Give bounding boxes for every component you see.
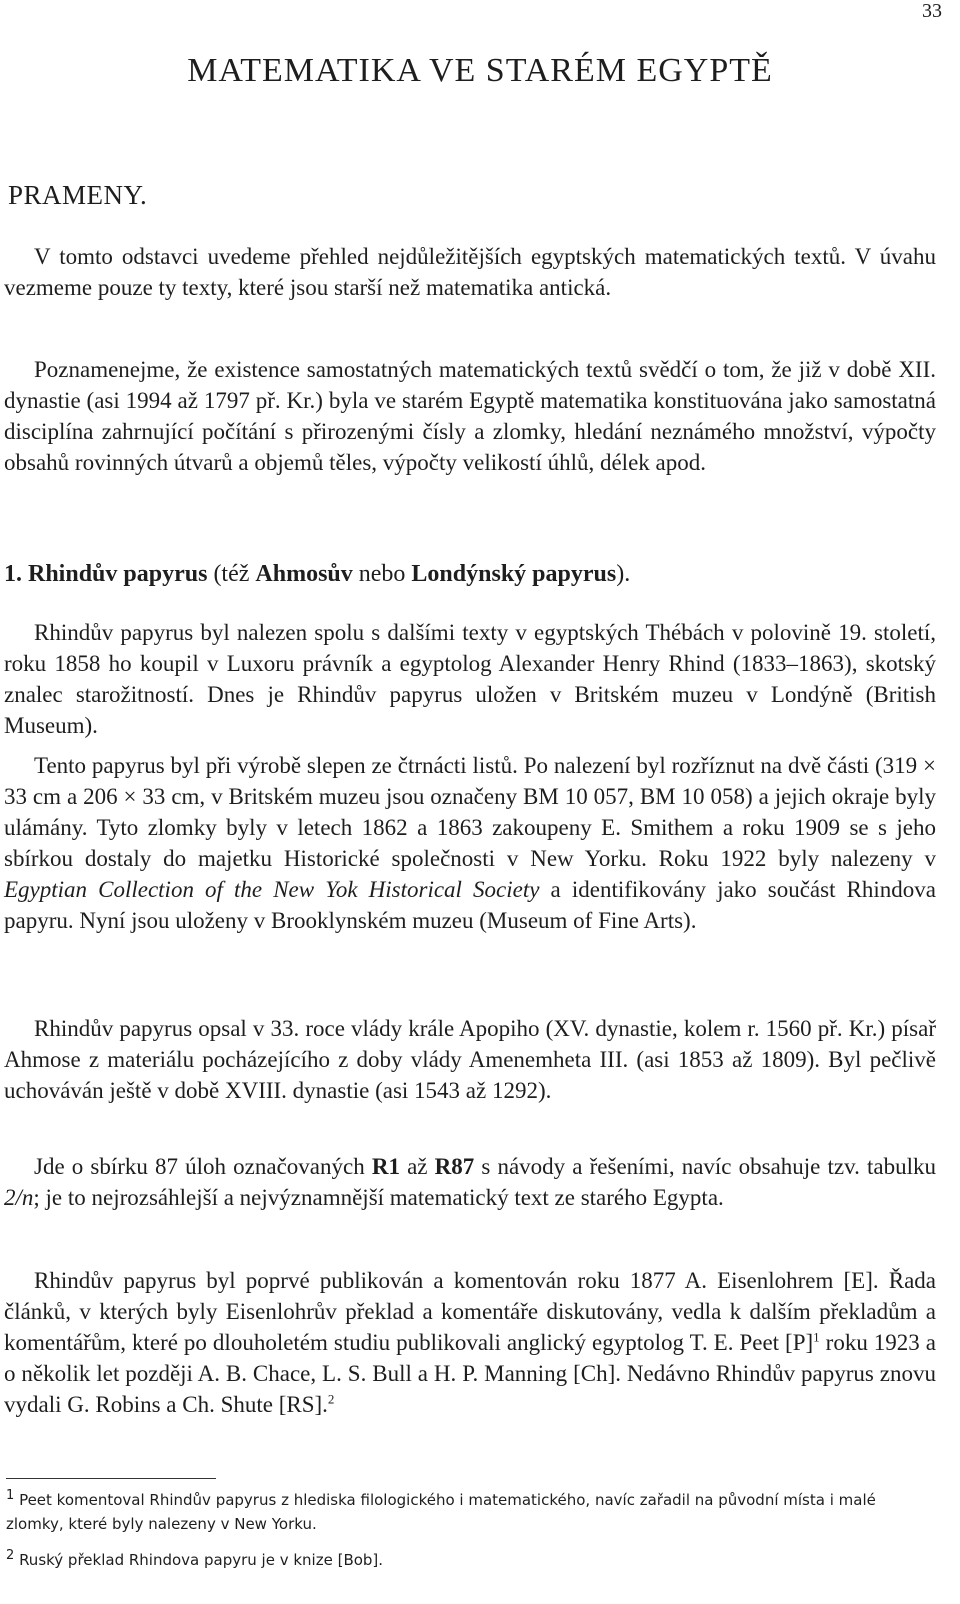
paragraph-fragments-text-2: a identifikovány jako součást Rhindova papyru. Nyní jsou uloženy v Brooklynském muzeu (Museum of Fine Arts).: [4, 877, 937, 933]
paragraph-publications: [4, 1265, 936, 1420]
footnote-ref-2[interactable]: 2: [327, 1391, 335, 1407]
footnote-divider: [6, 1478, 216, 1479]
chapter-title: MATEMATIKA VE STARÉM EGYPTĚ: [187, 52, 773, 89]
section-heading: PRAMENY.: [8, 180, 148, 210]
footnote-ref-1[interactable]: 1: [813, 1329, 820, 1345]
subsection-heading: [4, 561, 630, 588]
paragraph-discovery: Rhindův papyrus byl nalezen spolu s dalšími texty v egyptských Thébách v polovině 19. století, roku 1858 ho koupil v Luxoru právník a egyptolog Alexander Henry Rhind (1833–1863), skotský znalec starožitností. Dnes je Rhindův papyrus uložen v Britském muzeu v Londýně (British Museum).: [4, 620, 936, 738]
intro-paragraph-1: V tomto odstavci uvedeme přehled nejdůležitějších egyptských matematických textů. V úvahu vezmeme pouze ty texty, které jsou starší než matematika antická.: [4, 244, 936, 300]
paragraph-fragments-text-1: Tento papyrus byl při výrobě slepen ze čtrnácti listů. Po nalezení byl rozříznut na dvě části (319 × 33 cm a 206 × 33 cm, v Britském muzeu jsou označeny BM 10 057, BM 10 058) a jejich okraje byly ulámány. Tyto zlomky byly v letech 1862 a 1863 zakoupeny E. Smithem a roku 1909 se s jeho sbírkou dostaly do majetku Historické společnosti v New Yorku. Roku 1922 byly nalezeny v: [4, 753, 936, 871]
problem-last: R87: [434, 1154, 475, 1179]
table-name: 2/n: [4, 1185, 34, 1210]
footnote-2: [6, 1548, 936, 1572]
problems-text-4: ; je to nejrozsáhlejší a nejvýznamnější matematický text ze starého Egypta.: [33, 1185, 724, 1210]
subsection-connector-2: nebo: [358, 561, 406, 587]
subsection-connector-1: (též: [213, 561, 250, 587]
paragraph-fragments: [4, 750, 936, 936]
problem-first: R1: [371, 1154, 400, 1179]
footnote-mark-1: 1: [6, 1488, 15, 1503]
footnote-text-2: Ruský překlad Rhindova papyru je v knize [Bob].: [19, 1551, 384, 1569]
problems-text-2: až: [399, 1154, 435, 1179]
page-number: 33: [922, 0, 942, 22]
paragraph-problems: [4, 1151, 936, 1213]
subsection-number: 1.: [4, 561, 22, 587]
footnote-1: [6, 1488, 936, 1536]
problems-text-3: s návody a řešeními, navíc obsahuje tzv. tabulku: [474, 1154, 936, 1179]
subsection-name: Rhindův papyrus: [28, 561, 208, 587]
intro-paragraph-2: Poznamenejme, že existence samostatných matematických textů svědčí o tom, že již v době XII. dynastie (asi 1994 až 1797 př. Kr.) byla ve starém Egyptě matematika konstituována jako samostatná disciplína zahrnující počítání s přirozenými čísly a zlomky, hledání neznámého množství, výpočty obsahů rovinných útvarů a objemů těles, výpočty velikostí úhlů, délek apod.: [4, 357, 936, 475]
problems-text-1: Jde o sbírku 87 úloh označovaných: [34, 1154, 372, 1179]
collection-name: Egyptian Collection of the New Yok Historical Society: [4, 877, 540, 902]
publications-text-2: roku 1923 a o několik let později A. B. Chace, L. S. Bull a H. P. Manning [Ch]. Nedávno Rhindův papyrus znovu vydali G. Robins a Ch. Shute [RS].: [4, 1330, 936, 1417]
footnote-mark-2: 2: [6, 1548, 15, 1563]
footnote-text-1: Peet komentoval Rhindův papyrus z hlediska filologického i matematického, navíc zařadil na původní místa i malé zlomky, které byly nalezeny v New Yorku.: [6, 1491, 876, 1533]
subsection-alt-name-2: Londýnský papyrus: [411, 561, 617, 587]
subsection-alt-name-1: Ahmosův: [255, 561, 353, 587]
paragraph-scribe: Rhindův papyrus opsal v 33. roce vlády krále Apopiho (XV. dynastie, kolem r. 1560 př. Kr.) písař Ahmose z materiálu pocházejícího z doby vlády Amenemheta III. (asi 1853 až 1809). Byl pečlivě uchováván ještě v době XVIII. dynastie (asi 1543 až 1292).: [4, 1016, 936, 1103]
publications-text-1: Rhindův papyrus byl poprvé publikován a komentován roku 1877 A. Eisenlohrem [E]. Řada článků, v kterých byly Eisenlohrův překlad a komentáře diskutovány, vedla k dalším překladům a komentářům, které po dlouholetém studiu publikovali anglický egyptolog T. E. Peet [P]: [4, 1268, 936, 1355]
subsection-closing: ).: [616, 561, 631, 587]
